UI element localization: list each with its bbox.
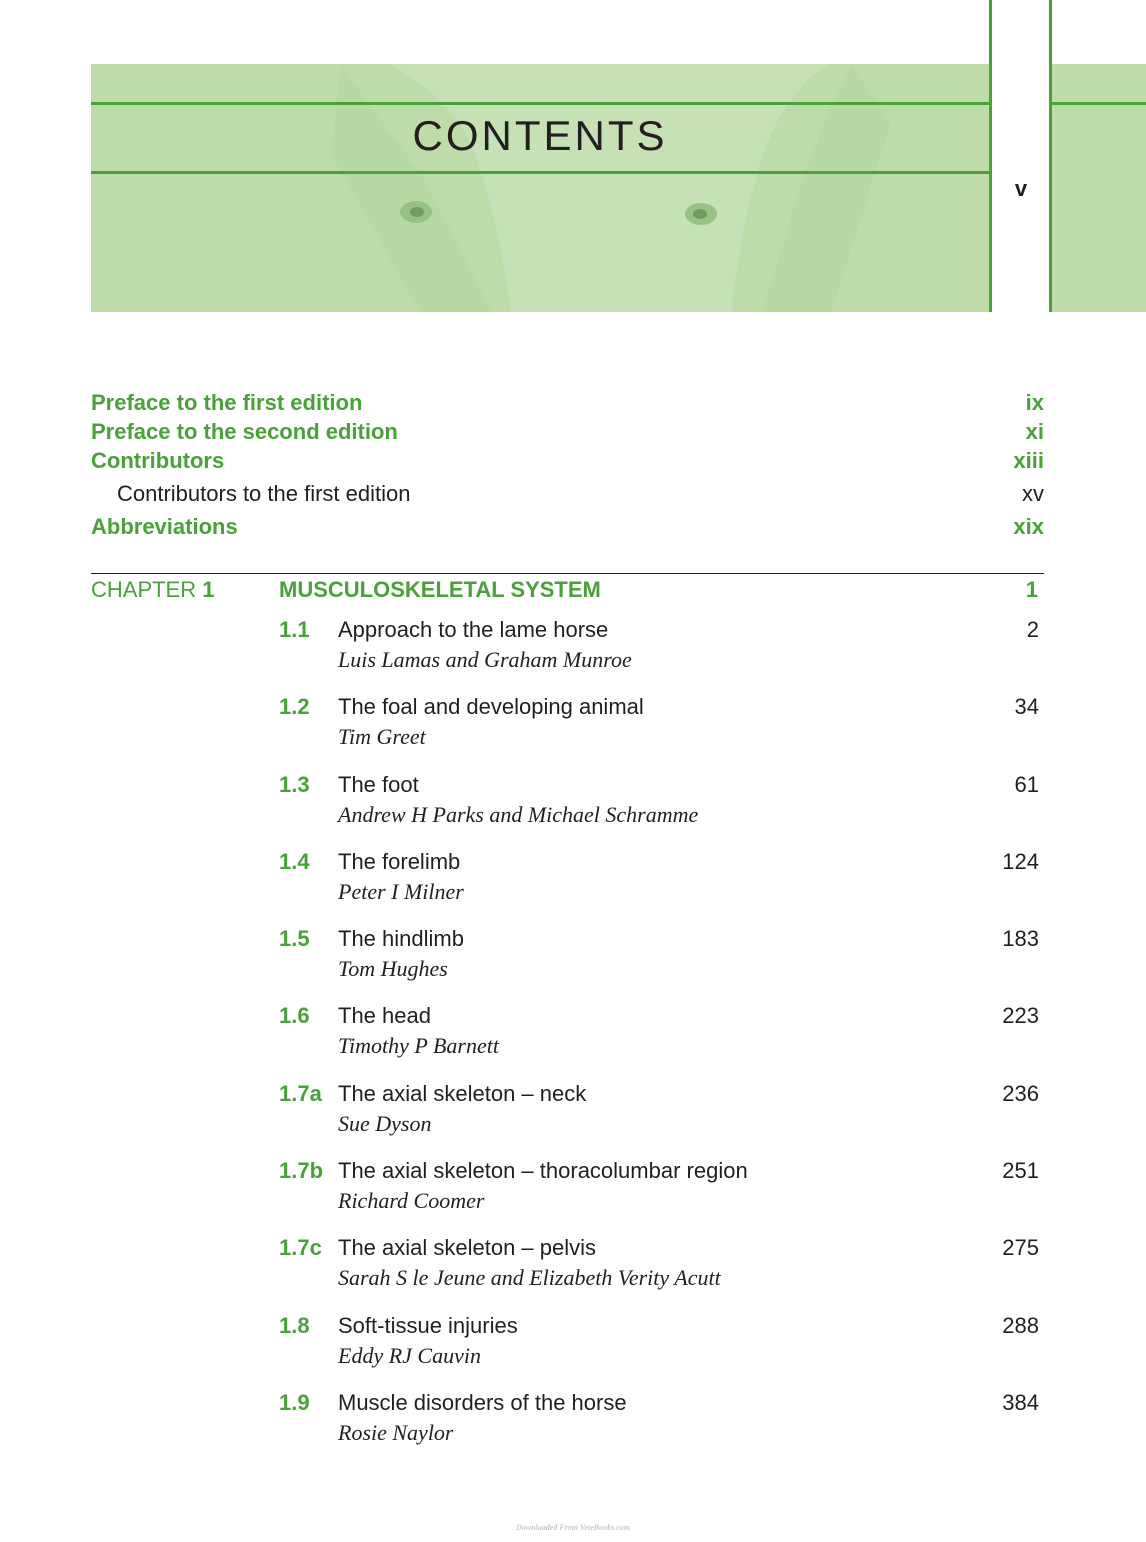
- section-entry[interactable]: [279, 614, 1044, 691]
- section-entry[interactable]: [279, 1078, 1044, 1155]
- front-matter-page: ix: [1025, 390, 1044, 415]
- section-entry[interactable]: [279, 1155, 1044, 1232]
- page-title: CONTENTS: [412, 112, 668, 159]
- section-page: 34: [1014, 694, 1039, 720]
- section-author: Sue Dyson: [338, 1110, 432, 1136]
- chapter-divider: [91, 573, 1044, 574]
- section-title: Muscle disorders of the horse: [338, 1389, 627, 1415]
- section-entry[interactable]: [279, 1387, 1044, 1464]
- section-title: Soft-tissue injuries: [338, 1312, 518, 1338]
- section-number: 1.4: [279, 848, 310, 874]
- footer-watermark: Downloaded From VeteBooks.com: [515, 1523, 630, 1532]
- chapter-label: CHAPTER 1: [91, 577, 215, 602]
- section-number: 1.7b: [279, 1158, 324, 1184]
- section-page: 124: [1002, 848, 1039, 874]
- section-page: 2: [1026, 617, 1039, 642]
- front-matter-label: Contributors to the first edition: [117, 481, 411, 506]
- chapter-heading[interactable]: [91, 575, 1044, 605]
- chapter-page: 1: [1025, 577, 1038, 602]
- section-author: Richard Coomer: [338, 1188, 485, 1214]
- section-number: 1.1: [279, 617, 310, 642]
- section-page: 251: [1002, 1158, 1039, 1184]
- section-page: 183: [1002, 926, 1039, 952]
- section-number: 1.9: [279, 1389, 310, 1415]
- section-title: The forelimb: [338, 848, 461, 874]
- front-matter-page: xi: [1025, 419, 1044, 444]
- title-rule-bottom: [91, 171, 989, 174]
- section-number: 1.5: [279, 926, 310, 952]
- section-title: The hindlimb: [338, 926, 464, 952]
- front-matter-page: xiii: [1013, 448, 1044, 473]
- section-title: The axial skeleton – thoracolumbar region: [338, 1158, 748, 1184]
- section-author: Rosie Naylor: [338, 1419, 454, 1445]
- section-author: Sarah S le Jeune and Elizabeth Verity Acutt: [338, 1265, 721, 1291]
- chapter-title: MUSCULOSKELETAL SYSTEM: [279, 577, 601, 602]
- section-entry[interactable]: [279, 923, 1044, 1000]
- section-number: 1.7a: [279, 1080, 322, 1106]
- section-title: The foot: [338, 771, 419, 797]
- section-title: The axial skeleton – neck: [338, 1080, 587, 1106]
- section-number: 1.6: [279, 1003, 310, 1029]
- section-page: 384: [1002, 1389, 1039, 1415]
- vertical-rule-right: [1049, 0, 1052, 312]
- front-matter-label: Preface to the second edition: [91, 419, 398, 444]
- section-number: 1.2: [279, 694, 310, 720]
- front-matter-page: xv: [1022, 481, 1044, 506]
- front-matter-item[interactable]: [91, 417, 1044, 446]
- vertical-rule-left: [989, 0, 992, 312]
- front-matter-item[interactable]: [91, 388, 1044, 417]
- front-matter-item[interactable]: [91, 446, 1044, 475]
- section-author: Timothy P Barnett: [338, 1033, 499, 1059]
- section-title: The foal and developing animal: [338, 694, 644, 720]
- section-author: Peter I Milner: [338, 878, 464, 904]
- section-entry[interactable]: [279, 1000, 1044, 1077]
- section-author: Eddy RJ Cauvin: [338, 1342, 481, 1368]
- section-page: 275: [1002, 1235, 1039, 1261]
- chapter-number: 1: [202, 577, 215, 602]
- section-author: Andrew H Parks and Michael Schramme: [338, 801, 699, 827]
- front-matter-label: Preface to the first edition: [91, 390, 363, 415]
- section-entry[interactable]: [279, 769, 1044, 846]
- front-matter-label: Abbreviations: [91, 514, 238, 539]
- section-author: Tim Greet: [338, 724, 426, 750]
- section-entry[interactable]: [279, 1310, 1044, 1387]
- section-entry[interactable]: [279, 1232, 1044, 1309]
- front-matter-page: xix: [1013, 514, 1044, 539]
- section-list: [279, 614, 1044, 1464]
- front-matter-item[interactable]: [91, 512, 1044, 541]
- section-title: Approach to the lame horse: [338, 617, 609, 642]
- front-matter-item[interactable]: [91, 475, 1044, 512]
- strip-rule: [1052, 102, 1146, 105]
- page-number: v: [1014, 176, 1028, 201]
- title-rule-top: [91, 102, 989, 105]
- section-page: 61: [1014, 771, 1039, 797]
- section-number: 1.8: [279, 1312, 310, 1338]
- section-entry[interactable]: [279, 846, 1044, 923]
- section-title: The head: [338, 1003, 431, 1029]
- section-title: The axial skeleton – pelvis: [338, 1235, 597, 1261]
- section-page: 288: [1002, 1312, 1039, 1338]
- section-author: Tom Hughes: [338, 956, 448, 982]
- section-number: 1.7c: [279, 1235, 322, 1261]
- section-page: 223: [1002, 1003, 1039, 1029]
- section-entry[interactable]: [279, 691, 1044, 768]
- front-matter-label: Contributors: [91, 448, 225, 473]
- front-matter-list: [91, 388, 1044, 541]
- section-author: Luis Lamas and Graham Munroe: [338, 647, 632, 672]
- section-page: 236: [1002, 1080, 1039, 1106]
- section-number: 1.3: [279, 771, 310, 797]
